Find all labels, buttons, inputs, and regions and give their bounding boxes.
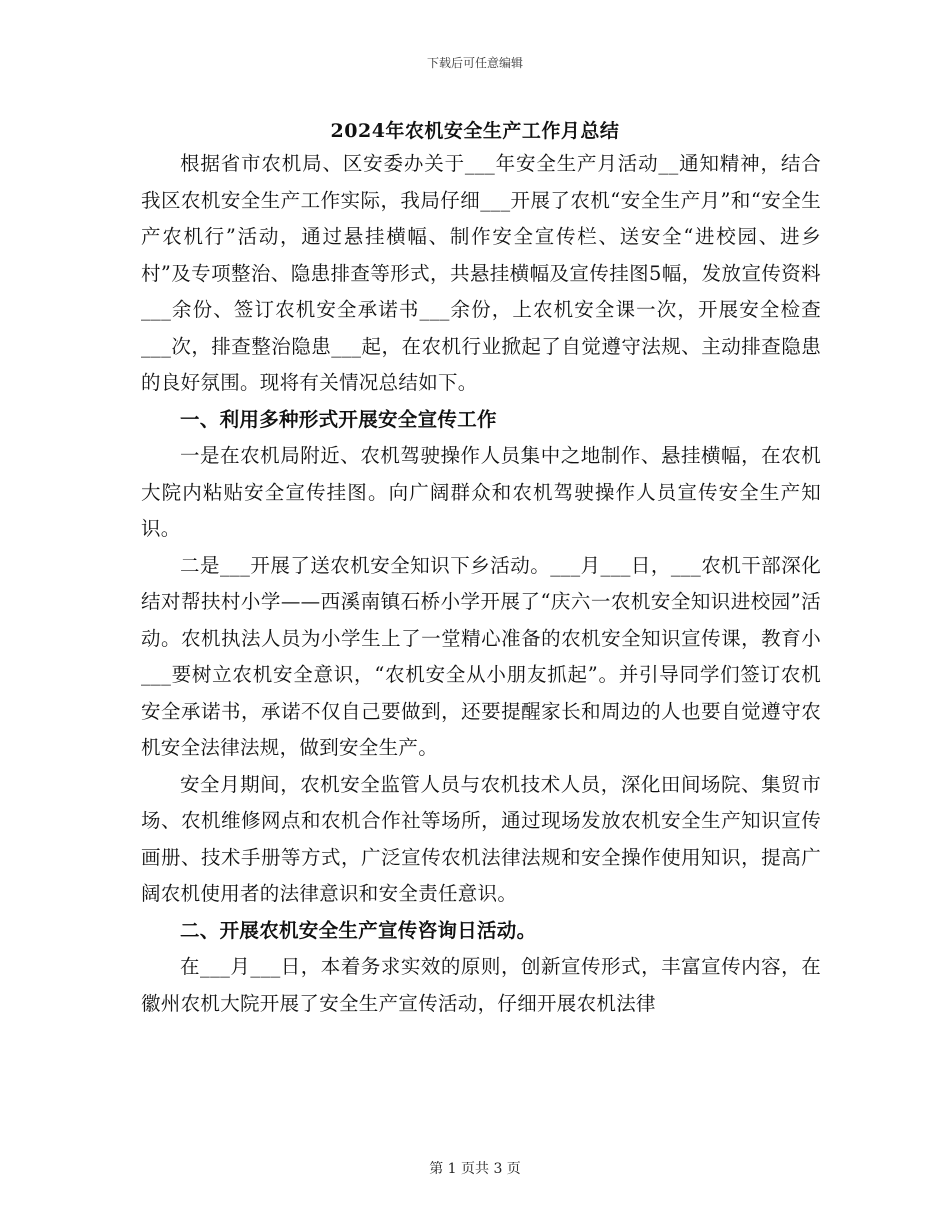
document-title: 2024年农机安全生产工作月总结 (330, 120, 620, 142)
section-1-paragraph-3: 安全月期间，农机安全监管人员与农机技术人员，深化田间场院、集贸市场、农机维修网点和农机合作社等场所，通过现场发放农机安全生产知识宣传画册、技术手册等方式，广泛宣传农机法律法规和安全操作使用知识，提高广阔农机使用者的法律意识和安全责任意识。 (141, 772, 821, 905)
section-1-paragraph-1: 一是在农机局附近、农机驾驶操作人员集中之地制作、悬挂横幅，在农机大院内粘贴安全宣传挂图。向广阔群众和农机驾驶操作人员宣传安全生产知识。 (141, 444, 821, 540)
document-body (141, 146, 821, 1022)
section-2-heading: 二、开展农机安全生产宣传咨询日活动。 (180, 918, 537, 942)
section-2-paragraph-1: 在___月___日，本着务求实效的原则，创新宣传形式，丰富宣传内容，在徽州农机大院开展了安全生产宣传活动，仔细开展农机法律 (141, 955, 821, 1015)
section-1-paragraph-2: 二是___开展了送农机安全知识下乡活动。___月___日，___农机干部深化结对帮扶村小学——西溪南镇石桥小学开展了“庆六一农机安全知识进校园”活动。农机执法人员为小学生上了一堂精心准备的农机安全知识宣传课，教育小___要树立农机安全意识，“农机安全从小朋友抓起”。并引导同学们签订农机安全承诺书，承诺不仅自己要做到，还要提醒家长和周边的人也要自觉遵守农机安全法律法规，做到安全生产。 (141, 553, 821, 759)
intro-paragraph: 根据省市农机局、区安委办关于___年安全生产月活动__通知精神，结合我区农机安全生产工作实际，我局仔细___开展了农机“安全生产月”和“安全生产农机行”活动，通过悬挂横幅、制作安全宣传栏、送安全“进校园、进乡村”及专项整治、隐患排查等形式，共悬挂横幅及宣传挂图5幅，发放宣传资料___余份、签订农机安全承诺书___余份，上农机安全课一次，开展安全检查___次，排查整治隐患___起，在农机行业掀起了自觉遵守法规、主动排查隐患的良好氛围。现将有关情况总结如下。 (141, 152, 821, 394)
header-note: 下载后可任意编辑 (426, 56, 523, 70)
section-1-heading: 一、利用多种形式开展安全宣传工作 (180, 407, 497, 431)
page-number: 第 1 页共 3 页 (429, 1161, 521, 1177)
